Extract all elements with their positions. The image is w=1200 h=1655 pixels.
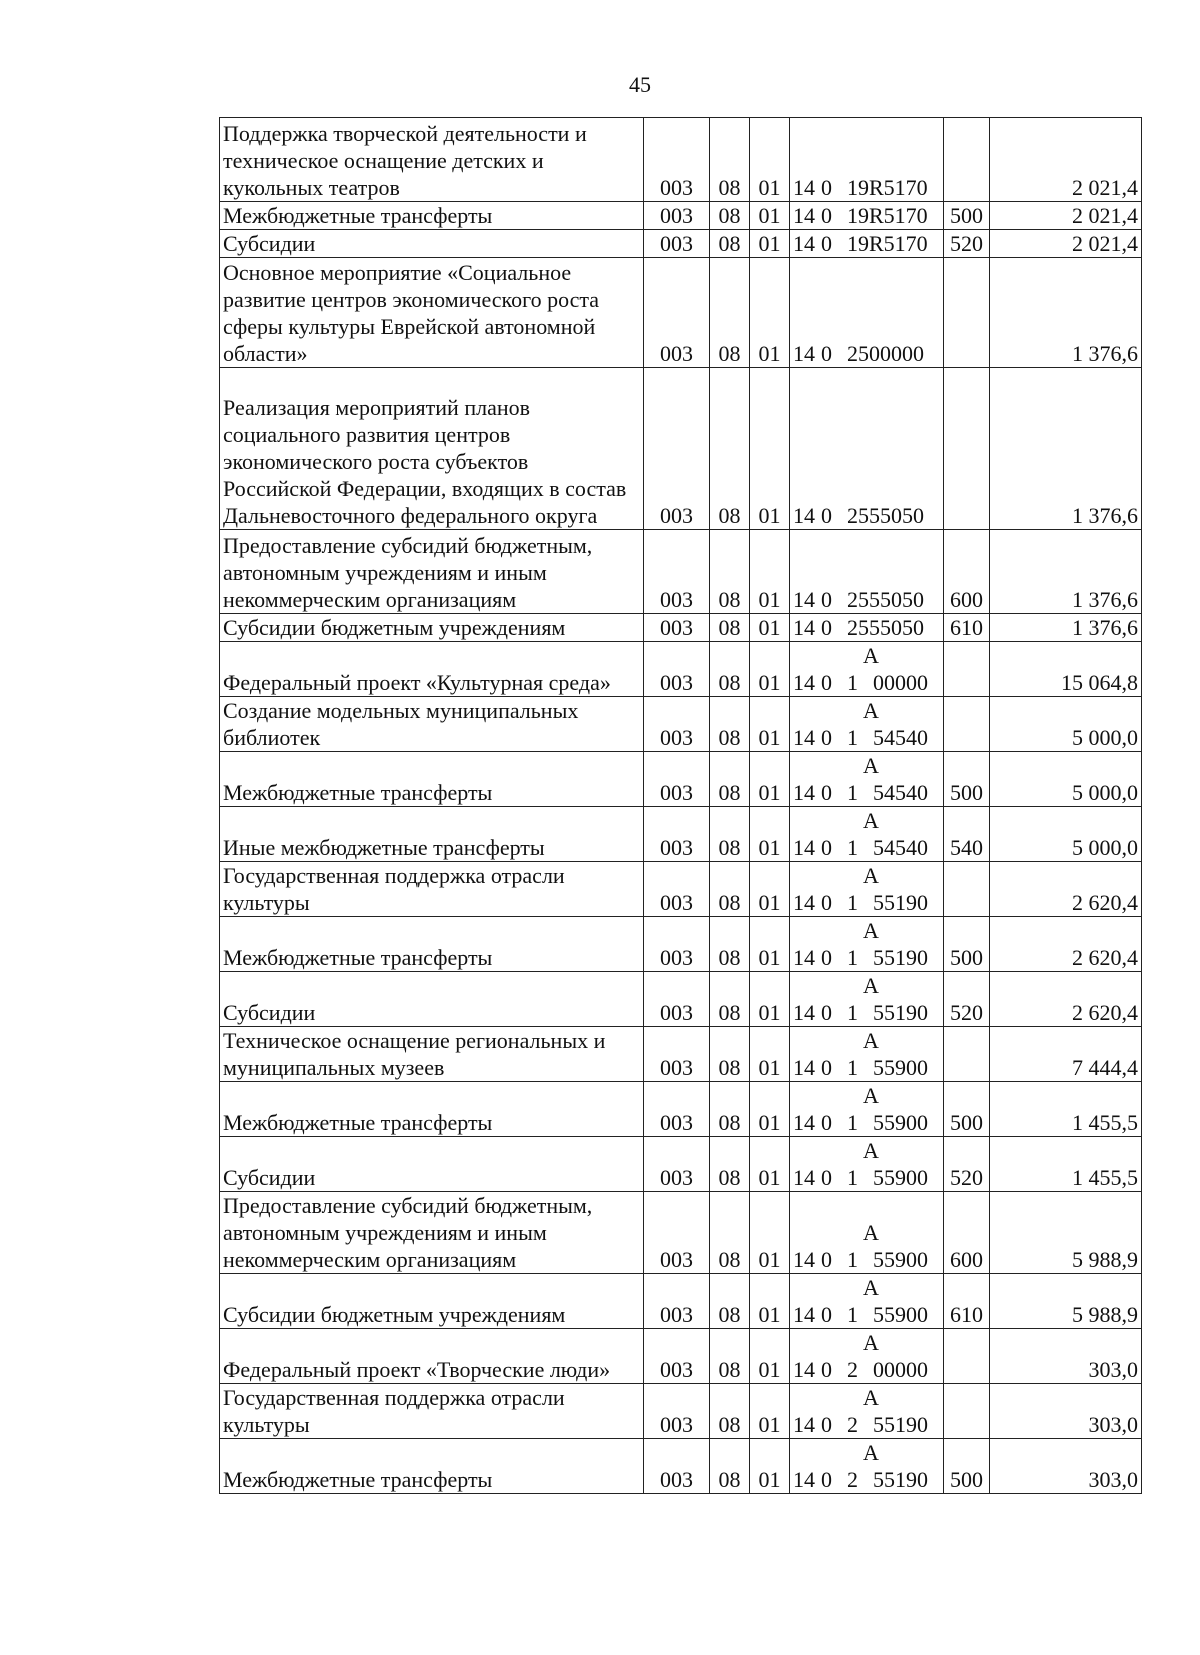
table-row <box>220 202 1142 230</box>
csr-part: 1 <box>847 1165 858 1190</box>
csr-part: 14 <box>793 175 815 200</box>
csr-part: 1 <box>847 1110 858 1135</box>
row-section-code: 08 <box>710 862 750 917</box>
table-row <box>220 614 1142 642</box>
csr-part: 0 <box>821 1357 832 1382</box>
row-name: Техническое оснащение региональных и муниципальных музеев <box>220 1027 644 1082</box>
row-name: Федеральный проект «Культурная среда» <box>220 642 644 697</box>
row-amount: 303,0 <box>990 1384 1142 1439</box>
row-expense-type-code <box>944 1384 990 1439</box>
row-grbs-code: 003 <box>644 1274 710 1329</box>
row-subsection-code: 01 <box>750 1384 790 1439</box>
csr-part: 55190 <box>873 890 928 915</box>
row-name: Субсидии <box>220 972 644 1027</box>
row-target-article-code <box>790 972 944 1027</box>
row-grbs-code: 003 <box>644 642 710 697</box>
row-section-code: 08 <box>710 1439 750 1494</box>
row-subsection-code: 01 <box>750 368 790 530</box>
csr-project-letter: А <box>863 1275 879 1300</box>
row-section-code: 08 <box>710 118 750 202</box>
csr-part: 55900 <box>873 1055 928 1080</box>
csr-part: 14 <box>793 945 815 970</box>
table-row <box>220 1329 1142 1384</box>
row-expense-type-code <box>944 1329 990 1384</box>
row-amount: 15 064,8 <box>990 642 1142 697</box>
row-name: Реализация мероприятий планов социального развития центров экономического роста субъектов Российской Федерации, входящих в состав Дальневосточного федерального округа <box>220 368 644 530</box>
table-row <box>220 972 1142 1027</box>
csr-project-letter: А <box>863 1440 879 1465</box>
csr-part: 55900 <box>873 1247 928 1272</box>
row-subsection-code: 01 <box>750 917 790 972</box>
row-expense-type-code <box>944 1027 990 1082</box>
csr-part: 14 <box>793 1302 815 1327</box>
csr-part: 14 <box>793 1000 815 1025</box>
row-section-code: 08 <box>710 614 750 642</box>
table-row <box>220 642 1142 697</box>
row-section-code: 08 <box>710 1027 750 1082</box>
table-row <box>220 258 1142 368</box>
row-grbs-code: 003 <box>644 807 710 862</box>
table-row <box>220 807 1142 862</box>
csr-part: 19 <box>847 175 869 200</box>
csr-part: 0 <box>821 780 832 805</box>
csr-part: 0 <box>821 890 832 915</box>
row-target-article-code <box>790 614 944 642</box>
row-target-article-code <box>790 368 944 530</box>
row-section-code: 08 <box>710 258 750 368</box>
row-name: Межбюджетные трансферты <box>220 1082 644 1137</box>
csr-part: 0 <box>821 670 832 695</box>
csr-part: 14 <box>793 341 815 366</box>
row-amount: 5 988,9 <box>990 1192 1142 1274</box>
row-grbs-code: 003 <box>644 368 710 530</box>
row-amount: 5 000,0 <box>990 752 1142 807</box>
csr-part: 1 <box>847 725 858 750</box>
row-name: Предоставление субсидий бюджетным, автономным учреждениям и иным некоммерческим организациям <box>220 530 644 614</box>
page-number: 45 <box>629 72 651 97</box>
csr-part: 55190 <box>873 945 928 970</box>
csr-part: 00000 <box>873 1357 928 1382</box>
csr-project-letter: А <box>863 973 879 998</box>
row-expense-type-code <box>944 642 990 697</box>
row-subsection-code: 01 <box>750 807 790 862</box>
csr-project-letter: А <box>863 1330 879 1355</box>
row-expense-type-code <box>944 697 990 752</box>
csr-project-letter: А <box>863 753 879 778</box>
csr-part: 55190 <box>873 1000 928 1025</box>
csr-part: 14 <box>793 1165 815 1190</box>
row-subsection-code: 01 <box>750 1082 790 1137</box>
csr-part: 0 <box>821 1467 832 1492</box>
table-row <box>220 530 1142 614</box>
csr-part: 14 <box>793 1412 815 1437</box>
csr-part: 14 <box>793 203 815 228</box>
budget-table <box>219 117 1142 1494</box>
row-expense-type-code: 520 <box>944 1137 990 1192</box>
row-target-article-code <box>790 530 944 614</box>
row-amount: 2 021,4 <box>990 202 1142 230</box>
csr-part: R5170 <box>869 175 928 200</box>
csr-part: 25 <box>847 615 869 640</box>
row-target-article-code <box>790 1274 944 1329</box>
csr-part: 0 <box>821 1110 832 1135</box>
csr-part: 55900 <box>873 1165 928 1190</box>
row-grbs-code: 003 <box>644 258 710 368</box>
row-expense-type-code <box>944 368 990 530</box>
row-target-article-code <box>790 917 944 972</box>
row-section-code: 08 <box>710 1274 750 1329</box>
row-section-code: 08 <box>710 202 750 230</box>
row-subsection-code: 01 <box>750 1439 790 1494</box>
row-expense-type-code: 610 <box>944 1274 990 1329</box>
table-row <box>220 1082 1142 1137</box>
row-name: Субсидии бюджетным учреждениям <box>220 1274 644 1329</box>
table-row <box>220 368 1142 530</box>
csr-part: 1 <box>847 890 858 915</box>
row-grbs-code: 003 <box>644 1329 710 1384</box>
row-amount: 2 620,4 <box>990 917 1142 972</box>
row-target-article-code <box>790 202 944 230</box>
row-grbs-code: 003 <box>644 202 710 230</box>
row-expense-type-code: 520 <box>944 972 990 1027</box>
row-amount: 2 620,4 <box>990 862 1142 917</box>
row-subsection-code: 01 <box>750 1027 790 1082</box>
table-row <box>220 1192 1142 1274</box>
row-section-code: 08 <box>710 972 750 1027</box>
row-section-code: 08 <box>710 697 750 752</box>
csr-part: 0 <box>821 503 832 528</box>
table-row <box>220 1274 1142 1329</box>
row-target-article-code <box>790 1439 944 1494</box>
row-name: Иные межбюджетные трансферты <box>220 807 644 862</box>
row-section-code: 08 <box>710 1082 750 1137</box>
row-expense-type-code: 540 <box>944 807 990 862</box>
row-section-code: 08 <box>710 1192 750 1274</box>
row-name: Государственная поддержка отрасли культуры <box>220 862 644 917</box>
row-target-article-code <box>790 1137 944 1192</box>
table-row <box>220 1439 1142 1494</box>
csr-part: 14 <box>793 1357 815 1382</box>
csr-part: 1 <box>847 945 858 970</box>
table-row <box>220 230 1142 258</box>
csr-project-letter: А <box>863 1220 879 1245</box>
csr-part: R5170 <box>869 231 928 256</box>
row-target-article-code <box>790 1384 944 1439</box>
row-section-code: 08 <box>710 1329 750 1384</box>
row-subsection-code: 01 <box>750 530 790 614</box>
row-subsection-code: 01 <box>750 1274 790 1329</box>
row-amount: 7 444,4 <box>990 1027 1142 1082</box>
row-expense-type-code <box>944 862 990 917</box>
row-target-article-code <box>790 118 944 202</box>
row-amount: 2 021,4 <box>990 118 1142 202</box>
row-expense-type-code: 500 <box>944 752 990 807</box>
row-section-code: 08 <box>710 807 750 862</box>
row-section-code: 08 <box>710 1384 750 1439</box>
row-grbs-code: 003 <box>644 752 710 807</box>
csr-part: 55190 <box>873 1412 928 1437</box>
csr-part: 14 <box>793 587 815 612</box>
csr-part: 1 <box>847 780 858 805</box>
row-target-article-code <box>790 862 944 917</box>
row-amount: 5 988,9 <box>990 1274 1142 1329</box>
csr-part: 0 <box>821 231 832 256</box>
csr-part: 55900 <box>873 1302 928 1327</box>
row-grbs-code: 003 <box>644 118 710 202</box>
csr-part: 14 <box>793 835 815 860</box>
csr-part: 00000 <box>873 670 928 695</box>
csr-project-letter: А <box>863 1028 879 1053</box>
row-name: Создание модельных муниципальных библиотек <box>220 697 644 752</box>
csr-part: 0 <box>821 1055 832 1080</box>
row-name: Поддержка творческой деятельности и техническое оснащение детских и кукольных театров <box>220 118 644 202</box>
row-grbs-code: 003 <box>644 697 710 752</box>
row-target-article-code <box>790 258 944 368</box>
row-section-code: 08 <box>710 1137 750 1192</box>
csr-part: 1 <box>847 1247 858 1272</box>
row-name: Межбюджетные трансферты <box>220 917 644 972</box>
csr-part: 55050 <box>869 615 924 640</box>
row-subsection-code: 01 <box>750 202 790 230</box>
row-expense-type-code: 500 <box>944 202 990 230</box>
csr-part: 19 <box>847 231 869 256</box>
csr-part: 55050 <box>869 587 924 612</box>
row-target-article-code <box>790 1082 944 1137</box>
row-grbs-code: 003 <box>644 1027 710 1082</box>
row-expense-type-code <box>944 118 990 202</box>
csr-part: 55900 <box>873 1110 928 1135</box>
row-grbs-code: 003 <box>644 1439 710 1494</box>
csr-part: 25 <box>847 503 869 528</box>
row-amount: 1 455,5 <box>990 1137 1142 1192</box>
row-grbs-code: 003 <box>644 1082 710 1137</box>
csr-part: 0 <box>821 1302 832 1327</box>
csr-part: 2 <box>847 1357 858 1382</box>
row-grbs-code: 003 <box>644 1192 710 1274</box>
row-amount: 1 376,6 <box>990 368 1142 530</box>
csr-project-letter: А <box>863 1138 879 1163</box>
row-target-article-code <box>790 697 944 752</box>
row-expense-type-code: 500 <box>944 917 990 972</box>
table-row <box>220 1027 1142 1082</box>
csr-part: 25 <box>847 341 869 366</box>
row-target-article-code <box>790 642 944 697</box>
csr-part: 14 <box>793 725 815 750</box>
row-name: Межбюджетные трансферты <box>220 752 644 807</box>
csr-part: 55190 <box>873 1467 928 1492</box>
csr-part: 54540 <box>873 835 928 860</box>
table-row <box>220 752 1142 807</box>
row-section-code: 08 <box>710 368 750 530</box>
row-name: Федеральный проект «Творческие люди» <box>220 1329 644 1384</box>
row-target-article-code <box>790 752 944 807</box>
row-subsection-code: 01 <box>750 697 790 752</box>
csr-project-letter: А <box>863 1083 879 1108</box>
row-name: Предоставление субсидий бюджетным, автономным учреждениям и иным некоммерческим организациям <box>220 1192 644 1274</box>
row-target-article-code <box>790 230 944 258</box>
csr-part: 0 <box>821 945 832 970</box>
row-subsection-code: 01 <box>750 230 790 258</box>
table-row <box>220 697 1142 752</box>
row-section-code: 08 <box>710 752 750 807</box>
row-grbs-code: 003 <box>644 614 710 642</box>
row-name: Государственная поддержка отрасли культуры <box>220 1384 644 1439</box>
table-row <box>220 917 1142 972</box>
table-row <box>220 862 1142 917</box>
row-target-article-code <box>790 1192 944 1274</box>
row-subsection-code: 01 <box>750 118 790 202</box>
csr-part: 14 <box>793 780 815 805</box>
csr-part: 54540 <box>873 725 928 750</box>
row-expense-type-code: 520 <box>944 230 990 258</box>
row-amount: 2 021,4 <box>990 230 1142 258</box>
csr-part: 1 <box>847 1000 858 1025</box>
row-grbs-code: 003 <box>644 1137 710 1192</box>
row-grbs-code: 003 <box>644 862 710 917</box>
csr-part: 25 <box>847 587 869 612</box>
row-amount: 1 455,5 <box>990 1082 1142 1137</box>
row-amount: 303,0 <box>990 1439 1142 1494</box>
csr-part: 14 <box>793 503 815 528</box>
csr-project-letter: А <box>863 1385 879 1410</box>
csr-project-letter: А <box>863 808 879 833</box>
row-grbs-code: 003 <box>644 917 710 972</box>
csr-project-letter: А <box>863 918 879 943</box>
csr-part: 0 <box>821 1247 832 1272</box>
csr-part: 0 <box>821 615 832 640</box>
row-expense-type-code: 600 <box>944 1192 990 1274</box>
row-target-article-code <box>790 1329 944 1384</box>
csr-part: 1 <box>847 1055 858 1080</box>
csr-part: 55050 <box>869 503 924 528</box>
csr-part: 14 <box>793 890 815 915</box>
row-target-article-code <box>790 807 944 862</box>
csr-part: 19 <box>847 203 869 228</box>
row-grbs-code: 003 <box>644 230 710 258</box>
row-expense-type-code: 610 <box>944 614 990 642</box>
table-body <box>220 118 1142 1494</box>
row-subsection-code: 01 <box>750 642 790 697</box>
row-amount: 1 376,6 <box>990 258 1142 368</box>
csr-project-letter: А <box>863 698 879 723</box>
row-section-code: 08 <box>710 530 750 614</box>
row-grbs-code: 003 <box>644 972 710 1027</box>
csr-part: 14 <box>793 1467 815 1492</box>
csr-part: 14 <box>793 231 815 256</box>
row-section-code: 08 <box>710 917 750 972</box>
row-name: Межбюджетные трансферты <box>220 202 644 230</box>
row-name: Межбюджетные трансферты <box>220 1439 644 1494</box>
csr-part: 14 <box>793 1247 815 1272</box>
csr-part: 2 <box>847 1467 858 1492</box>
row-subsection-code: 01 <box>750 614 790 642</box>
row-expense-type-code: 500 <box>944 1439 990 1494</box>
csr-project-letter: А <box>863 643 879 668</box>
csr-part: 2 <box>847 1412 858 1437</box>
csr-part: 14 <box>793 670 815 695</box>
csr-part: R5170 <box>869 203 928 228</box>
csr-part: 0 <box>821 203 832 228</box>
csr-part: 00000 <box>869 341 924 366</box>
row-amount: 1 376,6 <box>990 530 1142 614</box>
row-section-code: 08 <box>710 642 750 697</box>
csr-part: 0 <box>821 1165 832 1190</box>
csr-part: 14 <box>793 615 815 640</box>
row-section-code: 08 <box>710 230 750 258</box>
row-name: Субсидии бюджетным учреждениям <box>220 614 644 642</box>
row-subsection-code: 01 <box>750 1192 790 1274</box>
row-name: Субсидии <box>220 230 644 258</box>
row-expense-type-code: 600 <box>944 530 990 614</box>
row-subsection-code: 01 <box>750 258 790 368</box>
csr-part: 1 <box>847 670 858 695</box>
row-amount: 303,0 <box>990 1329 1142 1384</box>
table-row <box>220 1137 1142 1192</box>
csr-project-letter: А <box>863 863 879 888</box>
row-expense-type-code: 500 <box>944 1082 990 1137</box>
row-name: Субсидии <box>220 1137 644 1192</box>
row-amount: 1 376,6 <box>990 614 1142 642</box>
row-subsection-code: 01 <box>750 862 790 917</box>
csr-part: 0 <box>821 1000 832 1025</box>
csr-part: 0 <box>821 1412 832 1437</box>
row-grbs-code: 003 <box>644 530 710 614</box>
csr-part: 1 <box>847 835 858 860</box>
csr-part: 54540 <box>873 780 928 805</box>
table-row <box>220 1384 1142 1439</box>
row-subsection-code: 01 <box>750 1329 790 1384</box>
row-subsection-code: 01 <box>750 972 790 1027</box>
row-subsection-code: 01 <box>750 1137 790 1192</box>
row-amount: 2 620,4 <box>990 972 1142 1027</box>
row-subsection-code: 01 <box>750 752 790 807</box>
row-amount: 5 000,0 <box>990 697 1142 752</box>
csr-part: 0 <box>821 175 832 200</box>
csr-part: 0 <box>821 835 832 860</box>
row-expense-type-code <box>944 258 990 368</box>
row-amount: 5 000,0 <box>990 807 1142 862</box>
csr-part: 0 <box>821 341 832 366</box>
csr-part: 14 <box>793 1110 815 1135</box>
csr-part: 1 <box>847 1302 858 1327</box>
row-target-article-code <box>790 1027 944 1082</box>
row-grbs-code: 003 <box>644 1384 710 1439</box>
csr-part: 0 <box>821 725 832 750</box>
table-row <box>220 118 1142 202</box>
csr-part: 14 <box>793 1055 815 1080</box>
row-name: Основное мероприятие «Социальное развитие центров экономического роста сферы культуры Еврейской автономной области» <box>220 258 644 368</box>
csr-part: 0 <box>821 587 832 612</box>
